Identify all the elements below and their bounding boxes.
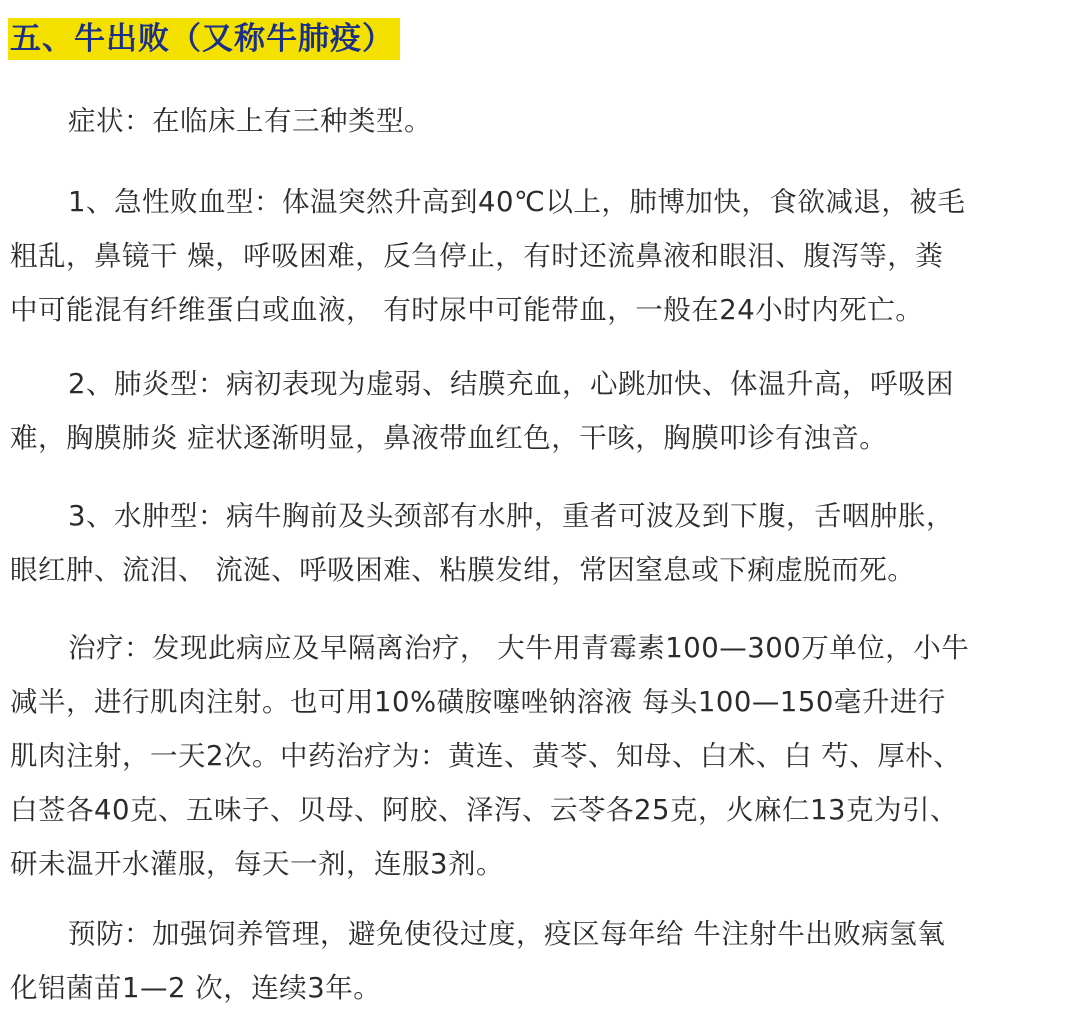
text-line: 治疗：发现此病应及早隔离治疗， 大牛用青霉素100—300万单位，小牛 <box>68 632 970 664</box>
text-line: 化铝菌苗1—2 次，连续3年。 <box>10 972 382 1004</box>
text-line: 2、肺炎型：病初表现为虚弱、结膜充血，心跳加快、体温升高，呼吸困 <box>68 368 954 400</box>
section-heading-wrap <box>8 18 400 60</box>
text-line: 中可能混有纤维蛋白或血液， 有时尿中可能带血，一般在24小时内死亡。 <box>10 294 924 326</box>
text-line: 难，胸膜肺炎 症状逐渐明显，鼻液带血红色，干咳，胸膜叩诊有浊音。 <box>10 422 888 454</box>
paragraph-acute-septicemic-type <box>10 175 1072 337</box>
text-line: 粗乱，鼻镜干 燥，呼吸困难，反刍停止，有时还流鼻液和眼泪、腹泻等，粪 <box>10 240 944 272</box>
text-line: 1、急性败血型：体温突然升高到40℃以上，肺博加快，食欲减退，被毛 <box>68 186 966 218</box>
text-line: 3、水肿型：病牛胸前及头颈部有水肿，重者可波及到下腹，舌咽肿胀， <box>68 500 954 532</box>
text-line: 白莶各40克、五味子、贝母、阿胶、泽泻、云苓各25克，火麻仁13克为引、 <box>10 794 958 826</box>
paragraph-symptoms-intro <box>10 94 1072 148</box>
paragraph-prevention <box>10 907 1072 1015</box>
text-line: 肌肉注射，一天2次。中药治疗为：黄连、黄苓、知母、白术、白 芍、厚朴、 <box>10 740 962 772</box>
section-heading: 五、牛出败（又称牛肺疫） <box>8 18 400 60</box>
text-line: 眼红肿、流泪、 流涎、呼吸困难、粘膜发绀，常因窒息或下痢虚脱而死。 <box>10 554 916 586</box>
text-line: 症状：在临床上有三种类型。 <box>68 105 432 137</box>
text-line: 预防：加强饲养管理，避免使役过度，疫区每年给 牛注射牛出败病氢氧 <box>68 918 946 950</box>
paragraph-treatment <box>10 621 1072 891</box>
paragraph-pneumonia-type <box>10 357 1072 465</box>
paragraph-edema-type <box>10 489 1072 597</box>
text-line: 研未温开水灌服，每天一剂，连服3剂。 <box>10 848 504 880</box>
text-line: 减半，进行肌肉注射。也可用10%磺胺噻唑钠溶液 每头100—150毫升进行 <box>10 686 946 718</box>
